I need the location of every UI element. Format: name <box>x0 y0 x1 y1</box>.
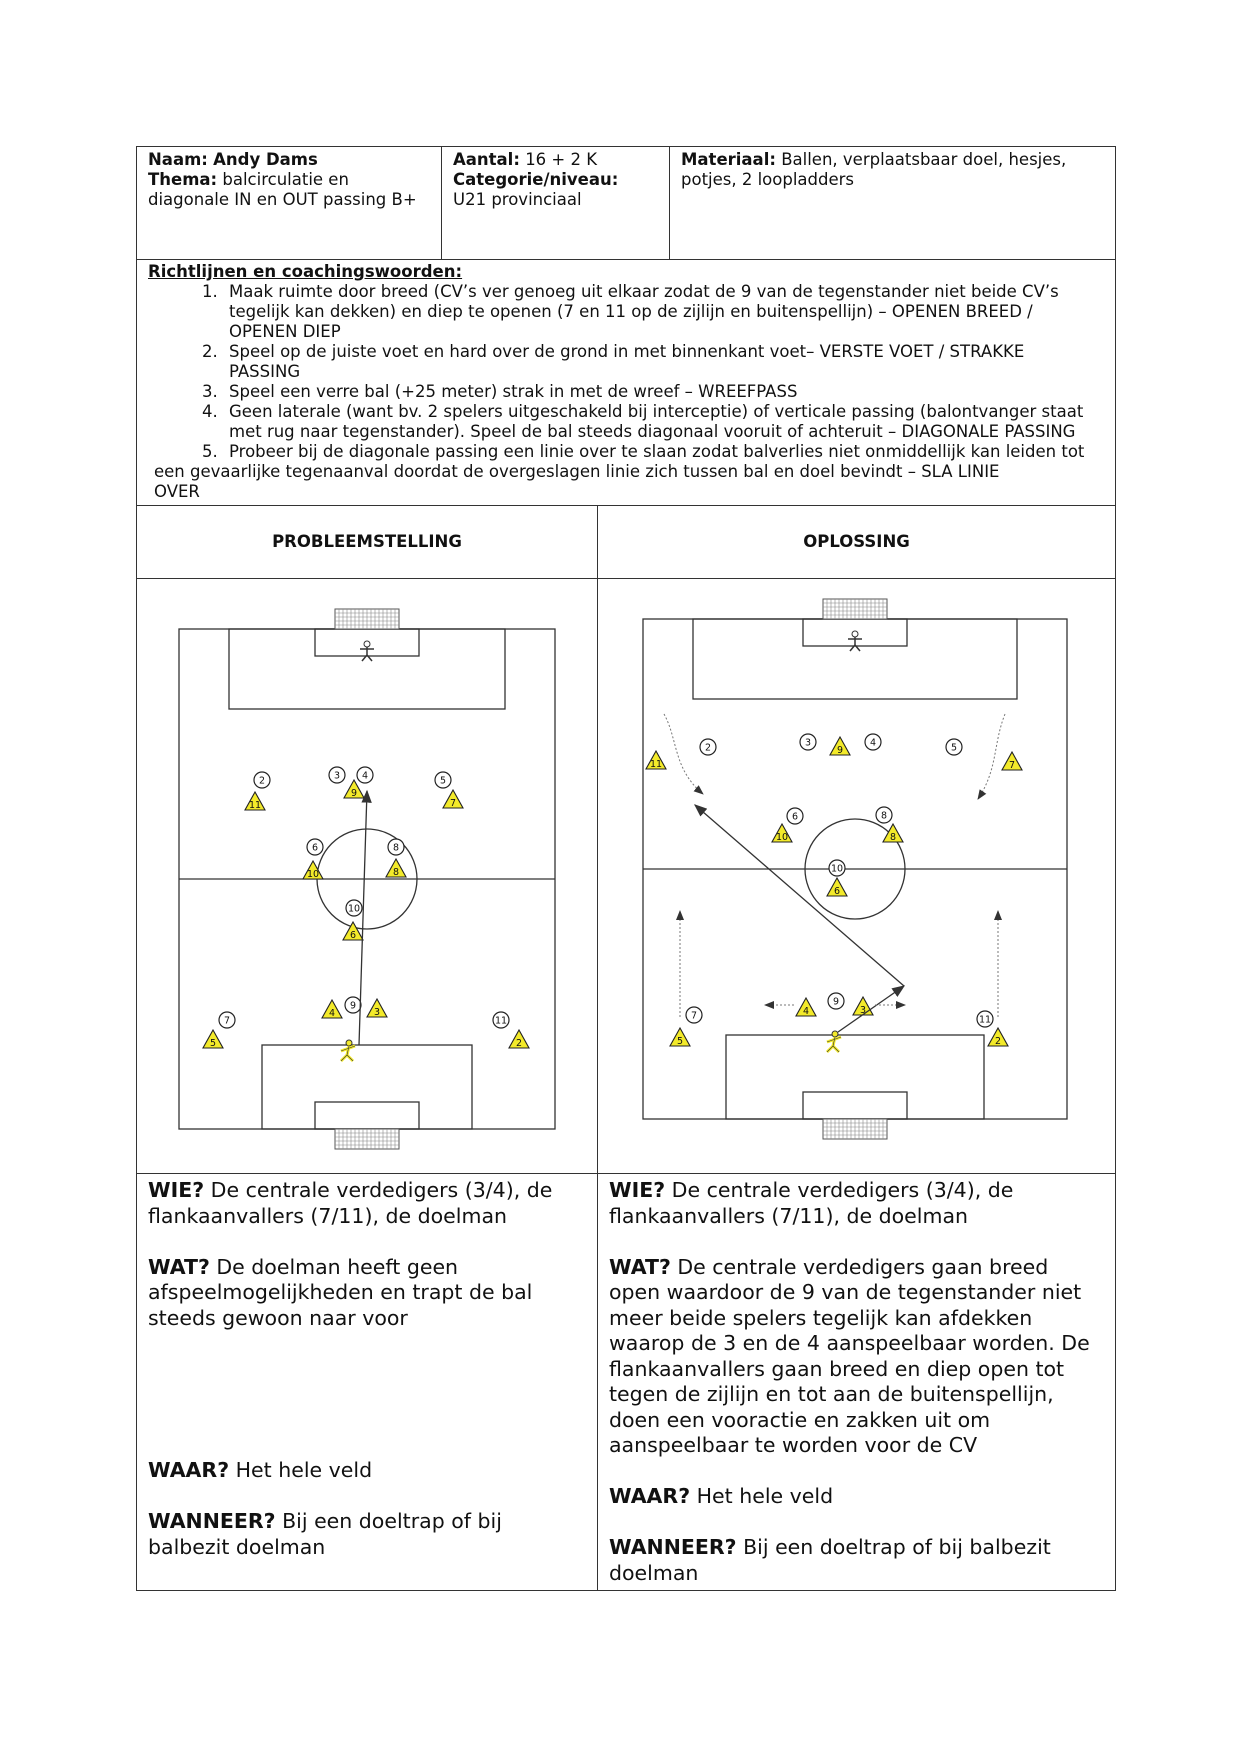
naam-value: Andy Dams <box>213 150 318 169</box>
player-number: 5 <box>676 1036 684 1047</box>
player-number: 8 <box>889 832 897 843</box>
player-number: 4 <box>328 1008 336 1019</box>
player-number: 9 <box>350 788 358 799</box>
guideline-item: 2. Speel op de juiste voet en hard over de grond in met binnenkant voet– VERSTE VOET / STRAKKE PASSING <box>223 342 1104 382</box>
guideline-item: 3. Speel een verre bal (+25 meter) strak in met de wreef – WREEFPASS <box>223 382 1104 402</box>
player-number: 11 <box>248 800 262 811</box>
guidelines-cell <box>137 260 1116 506</box>
wanneer-block: WANNEER? Bij een doeltrap of bij balbezit doelman <box>148 1509 502 1559</box>
pass-arrow <box>838 986 904 1032</box>
opponent-number: 7 <box>223 1015 231 1027</box>
player-number: 3 <box>859 1005 867 1016</box>
session-sheet <box>136 146 1115 1591</box>
wat-block: WAT? De doelman heeft geen afspeelmogelijkheden en trapt de bal steeds gewoon naar voor <box>148 1254 533 1330</box>
run-path <box>664 714 703 794</box>
wie-block: WIE? De centrale verdedigers (3/4), de flankaanvallers (7/11), de doelman <box>609 1178 1014 1228</box>
materiaal-label: Materiaal: <box>681 150 776 169</box>
opponent-number: 6 <box>311 842 319 854</box>
diagram-right-cell <box>598 579 1116 1174</box>
player-number: 2 <box>515 1038 523 1049</box>
keeper-body <box>848 637 862 651</box>
player-number: 5 <box>209 1038 217 1049</box>
right-text-cell <box>598 1174 1116 1591</box>
opponent-number: 2 <box>258 775 266 787</box>
player-number: 10 <box>306 869 320 880</box>
goal-area-bottom <box>803 1092 907 1119</box>
penalty-area-bottom <box>726 1035 984 1119</box>
wanneer-block: WANNEER? Bij een doeltrap of bij balbezit doelman <box>609 1535 1051 1585</box>
naam-label: Naam: <box>148 150 208 169</box>
opponent-number: 10 <box>347 903 361 915</box>
player-number: 10 <box>775 832 789 843</box>
session-table <box>136 146 1116 1591</box>
player-number: 3 <box>373 1007 381 1018</box>
aantal-label: Aantal: <box>453 150 520 169</box>
pitch-diagram-left <box>137 579 595 1173</box>
column-title-right: OPLOSSING <box>598 506 1116 579</box>
opponent-number: 11 <box>494 1015 508 1027</box>
opponent-number: 3 <box>333 770 341 782</box>
opponent-number: 9 <box>349 1000 357 1012</box>
keeper-head <box>852 631 858 637</box>
thema-label: Thema: <box>148 170 218 189</box>
run-path <box>978 714 1005 799</box>
materiaal-value-1: Ballen, verplaatsbaar doel, hesjes, <box>781 150 1067 169</box>
player-number: 6 <box>349 930 357 941</box>
player-number: 7 <box>449 798 457 809</box>
opponent-number: 9 <box>832 996 840 1008</box>
player-number: 11 <box>649 759 663 770</box>
waar-block: WAAR? Het hele veld <box>148 1458 373 1482</box>
info-cell-naam <box>137 147 442 260</box>
opponent-number: 11 <box>978 1014 992 1026</box>
keeper-head <box>364 641 370 647</box>
player-number: 6 <box>833 886 841 897</box>
guideline-item: 5. Probeer bij de diagonale passing een linie over te slaan zodat balverlies niet onmiddellijk kan leiden tot een gevaarlijke tegenaanval doordat de overgeslagen linie zich tussen bal en doel bevindt – SLA LINIE OVER <box>223 442 1104 502</box>
opponent-number: 6 <box>791 811 799 823</box>
guidelines-list <box>148 282 1104 502</box>
opponent-number: 7 <box>690 1010 698 1022</box>
pitch-diagram-right <box>598 579 1119 1173</box>
player-number: 8 <box>392 867 400 878</box>
guidelines-title: Richtlijnen en coachingswoorden: <box>148 262 463 281</box>
column-title-left: PROBLEEMSTELLING <box>137 506 598 579</box>
info-cell-materiaal <box>670 147 1116 260</box>
categorie-label: Categorie/niveau: <box>453 170 619 189</box>
opponent-number: 8 <box>392 842 400 854</box>
materiaal-value-2: potjes, 2 loopladders <box>681 170 855 189</box>
penalty-area-bottom <box>262 1045 472 1129</box>
categorie-value: U21 provinciaal <box>453 190 582 209</box>
wat-block: WAT? De centrale verdedigers gaan breed open waardoor de 9 van de tegenstander niet meer beide spelers tegelijk kan afdekken waarop de 3 en de 4 aanspeelbaar worden. De flankaanvallers gaan breed en diep open tot tegen de zijlijn en tot aan de buitenspellijn, doen een vooractie en zakken uit om aanspeelbaar te worden voor de CV <box>609 1254 1090 1457</box>
diagram-left-cell <box>137 579 598 1174</box>
opponent-number: 2 <box>704 742 712 754</box>
waar-block: WAAR? Het hele veld <box>609 1484 834 1508</box>
player-number: 4 <box>802 1006 810 1017</box>
wie-block: WIE? De centrale verdedigers (3/4), de flankaanvallers (7/11), de doelman <box>148 1178 553 1228</box>
opponent-number: 3 <box>804 737 812 749</box>
thema-value-1: balcirculatie en <box>222 170 349 189</box>
keeper-body <box>360 647 374 661</box>
opponent-number: 10 <box>830 863 844 875</box>
player-number: 7 <box>1008 760 1016 771</box>
keeper-head <box>346 1040 352 1046</box>
pass-arrow <box>695 805 904 986</box>
player-number: 2 <box>994 1036 1002 1047</box>
opponent-number: 5 <box>950 742 958 754</box>
aantal-value: 16 + 2 K <box>525 150 598 169</box>
keeper-head <box>832 1031 838 1037</box>
guideline-item: 4. Geen laterale (want bv. 2 spelers uitgeschakeld bij interceptie) of verticale passing (balontvanger staat met rug naar tegenstander). Speel de bal steeds diagonaal vooruit of achteruit – DIAGONALE PASSING <box>223 402 1104 442</box>
player-number: 9 <box>836 745 844 756</box>
opponent-number: 5 <box>439 775 447 787</box>
opponent-number: 8 <box>880 810 888 822</box>
goal-area-bottom <box>315 1102 419 1129</box>
opponent-number: 4 <box>869 737 877 749</box>
thema-value-2: diagonale IN en OUT passing B+ <box>148 190 417 209</box>
opponent-number: 4 <box>361 770 369 782</box>
info-cell-aantal <box>442 147 670 260</box>
left-text-cell <box>137 1174 598 1591</box>
guideline-item: 1. Maak ruimte door breed (CV’s ver genoeg uit elkaar zodat de 9 van de tegenstander niet beide CV’s tegelijk kan dekken) en diep te openen (7 en 11 op de zijlijn en buitenspellijn) – OPENEN BREED / OPENEN DIEP <box>223 282 1104 342</box>
